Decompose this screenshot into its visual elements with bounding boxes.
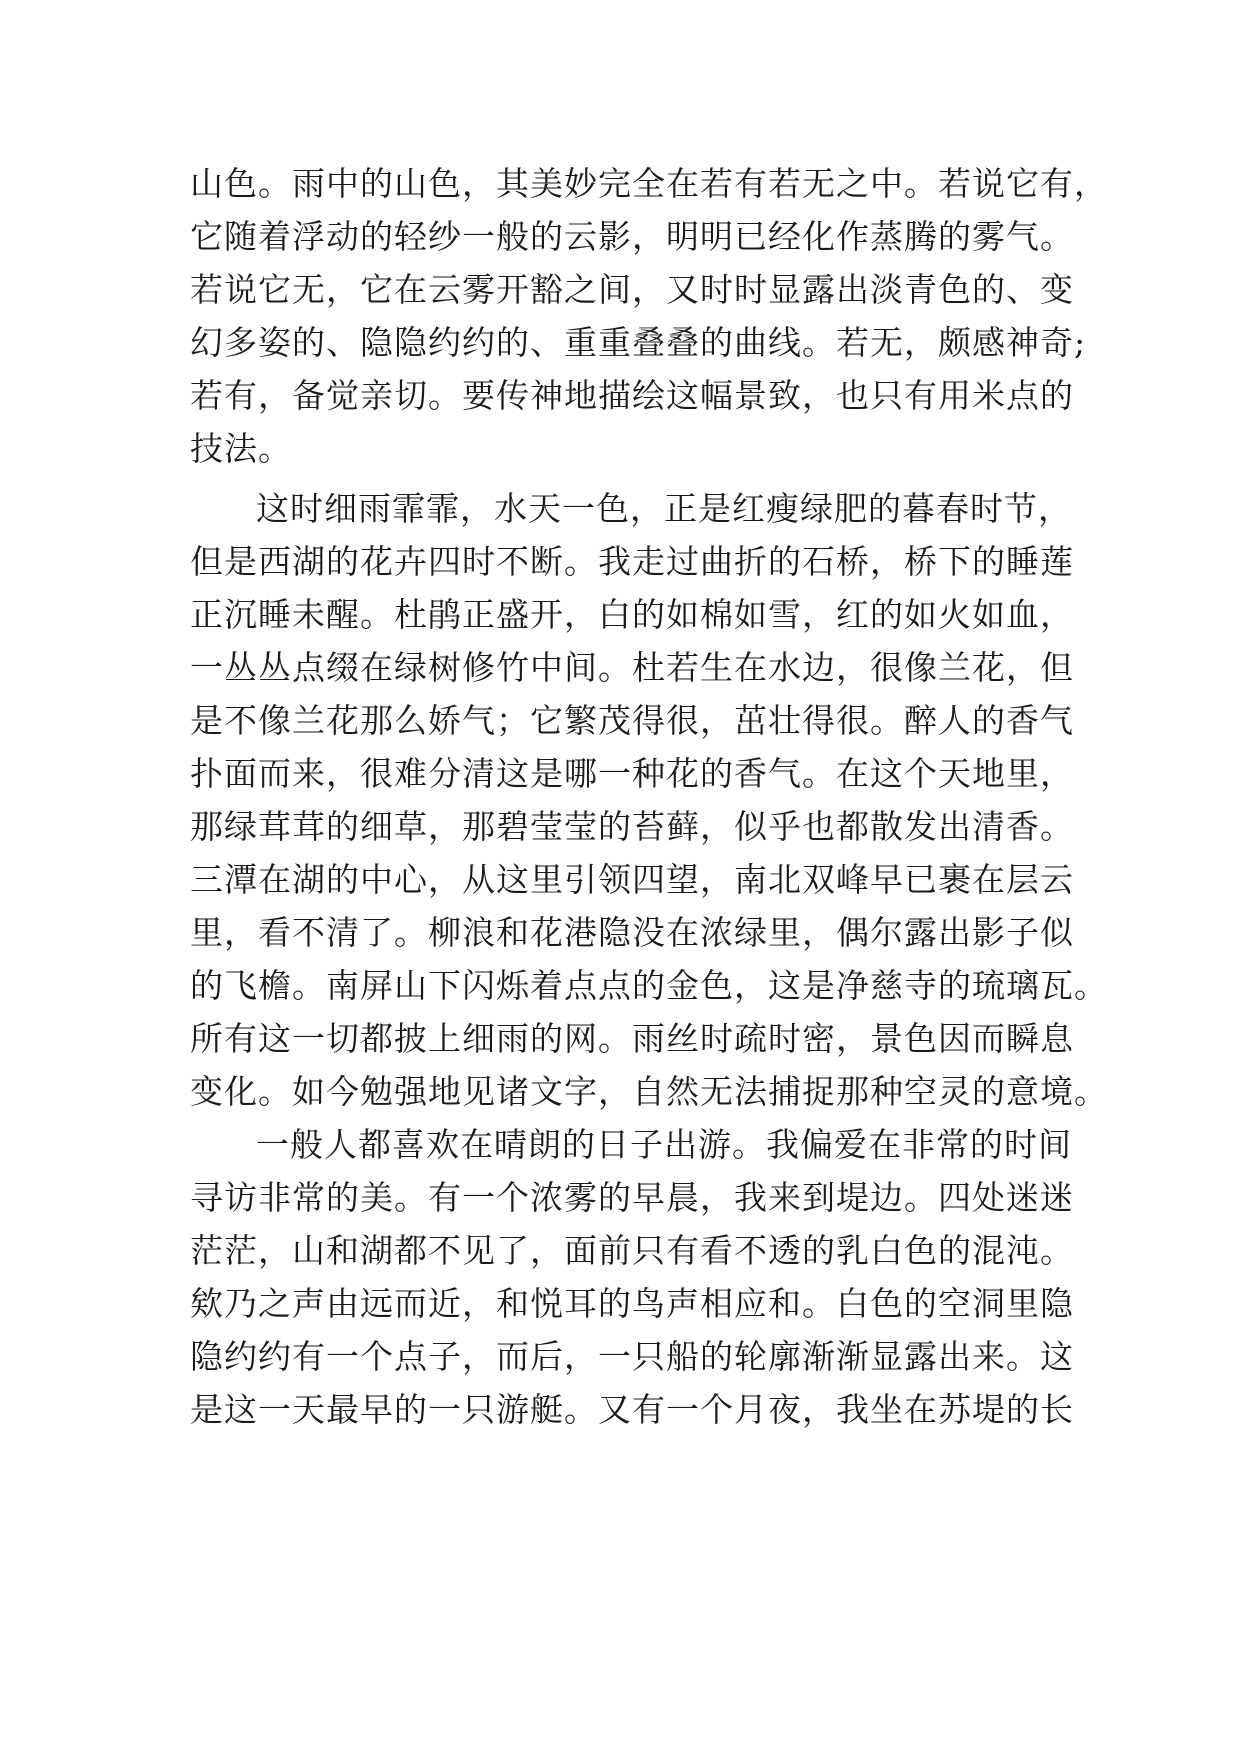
- text-line: 若说它无，它在云雾开豁之间，又时时显露出淡青色的、变: [190, 270, 1074, 309]
- text-line: 它随着浮动的轻纱一般的云影，明明已经化作蒸腾的雾气。: [190, 217, 1074, 256]
- text-line: 技法。: [190, 429, 292, 468]
- text-line: 寻访非常的美。有一个浓雾的早晨，我来到堤边。四处迷迷: [190, 1178, 1074, 1217]
- text-line: 若有，备觉亲切。要传神地描绘这幅景致，也只有用米点的: [190, 376, 1074, 415]
- text-line: 是不像兰花那么娇气；它繁茂得很，茁壮得很。醉人的香气: [190, 701, 1074, 740]
- text-line: 的飞檐。南屏山下闪烁着点点的金色，这是净慈寺的琉璃瓦。: [190, 966, 1108, 1005]
- text-line: 变化。如今勉强地见诸文字，自然无法捕捉那种空灵的意境。: [190, 1072, 1108, 1111]
- text-line: 正沉睡未醒。杜鹃正盛开，白的如棉如雪，红的如火如血，: [190, 595, 1074, 634]
- text-line: 欸乃之声由远而近，和悦耳的鸟声相应和。白色的空洞里隐: [190, 1284, 1074, 1323]
- text-line: 里，看不清了。柳浪和花港隐没在浓绿里，偶尔露出影子似: [190, 913, 1074, 952]
- text-line: 一丛丛点缀在绿树修竹中间。杜若生在水边，很像兰花，但: [190, 648, 1074, 687]
- paragraph-gap: [190, 475, 1060, 482]
- text-line: 幻多姿的、隐隐约约的、重重叠叠的曲线。若无，颇感神奇;: [190, 323, 1087, 362]
- text-line: 是这一天最早的一只游艇。又有一个月夜，我坐在苏堤的长: [190, 1390, 1074, 1429]
- paragraph-first-line: 这时细雨霏霏，水天一色，正是红瘦绿肥的暮春时节，: [256, 489, 1072, 528]
- text-line: 三潭在湖的中心，从这里引领四望，南北双峰早已裹在层云: [190, 860, 1074, 899]
- paragraph-first-line: 一般人都喜欢在晴朗的日子出游。我偏爱在非常的时间: [256, 1125, 1072, 1164]
- text-line: 茫茫，山和湖都不见了，面前只有看不透的乳白色的混沌。: [190, 1231, 1074, 1270]
- text-line: 山色。雨中的山色，其美妙完全在若有若无之中。若说它有，: [190, 164, 1108, 203]
- text-line: 隐约约有一个点子，而后，一只船的轮廓渐渐显露出来。这: [190, 1337, 1074, 1376]
- text-line: 所有这一切都披上细雨的网。雨丝时疏时密，景色因而瞬息: [190, 1019, 1074, 1058]
- text-line: 但是西湖的花卉四时不断。我走过曲折的石桥，桥下的睡莲: [190, 542, 1074, 581]
- text-line: 那绿茸茸的细草，那碧莹莹的苔藓，似乎也都散发出清香。: [190, 807, 1074, 846]
- essay-body: [190, 157, 1108, 1436]
- text-line: 扑面而来，很难分清这是哪一种花的香气。在这个天地里，: [190, 754, 1074, 793]
